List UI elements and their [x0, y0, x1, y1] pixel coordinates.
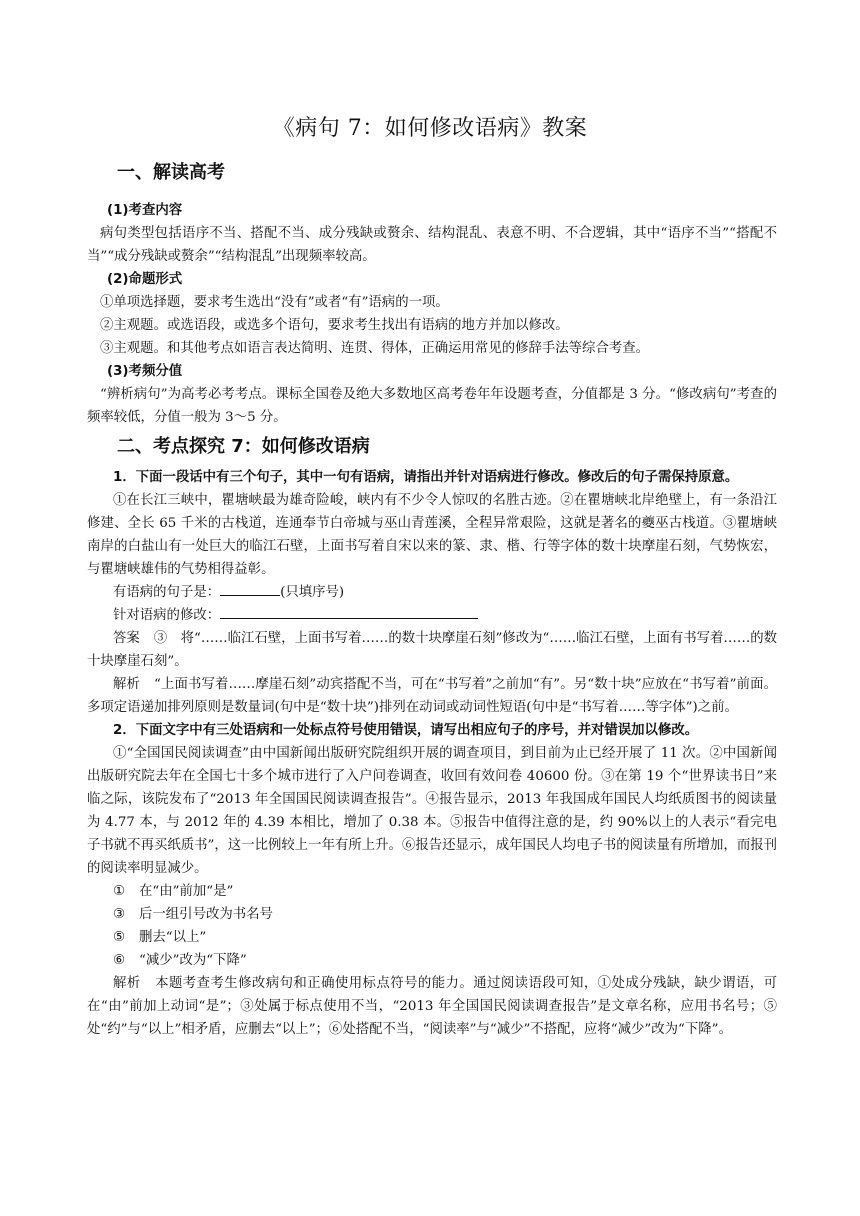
fill-label: 针对语病的修改： — [113, 608, 221, 623]
answer-text: ③ 将“……临江石壁，上面书写着……的数十块摩崖石刻”修改为“……临江石壁，上面有书写着……的数十块摩崖石刻”。 — [87, 631, 777, 669]
answer-number: ⑤ — [113, 930, 126, 945]
fill-in-sentence-number — [87, 581, 777, 604]
subheading-exam-content: (1)考查内容 — [107, 203, 183, 218]
answer-item — [87, 880, 777, 903]
paragraph-exam-content: 病句类型包括语序不当、搭配不当、成分残缺或赘余、结构混乱、表意不明、不合逻辑，其中“语序不当”“搭配不当”“成分残缺或赘余”“结构混乱”出现频率较高。 — [87, 226, 777, 264]
answer-blank — [220, 604, 478, 619]
question-1-analysis — [87, 673, 777, 719]
section-1-body — [87, 199, 777, 429]
analysis-label: 解析 — [113, 976, 141, 991]
question-1-passage: ①在长江三峡中，瞿塘峡最为雄奇险峻，峡内有不少令人惊叹的名胜古迹。②在瞿塘峡北岸绝壁上，有一条沿江修建、全长 65 千米的古栈道，连通奉节白帝城与巫山青莲溪，全程异常艰险，这就是著名的夔巫古栈道。③瞿塘峡南岸的白盐山有一处巨大的临江石壁，上面书写着自宋以来的篆、隶、楷、行等字体的数十块摩崖石刻，气势恢宏，与瞿塘峡雄伟的气势相得益彰。 — [87, 493, 777, 577]
fill-label: 有语病的句子是： — [113, 585, 221, 600]
answer-number: ① — [113, 884, 126, 899]
answer-text: “减少”改为“下降” — [139, 953, 247, 968]
paragraph-frequency-score: “辨析病句”为高考必考考点。课标全国卷及绝大多数地区高考卷年年设题考查，分值都是 3 分。“修改病句”考查的频率较低，分值一般为 3～5 分。 — [87, 387, 777, 425]
analysis-label: 解析 — [113, 677, 141, 692]
question-1-prompt: 1．下面一段话中有三个句子，其中一句有语病，请指出并针对语病进行修改。修改后的句子需保持原意。 — [113, 470, 739, 485]
analysis-text: “上面书写着……摩崖石刻”动宾搭配不当，可在“书写着”之前加“有”。另“数十块”应放在“书写着”前面。多项定语递加排列原则是数量词(句中是“数十块”)排列在动词或动词性短语(句中是“书写着……等字体”)之前。 — [87, 677, 777, 715]
fill-note: (只填序号) — [280, 585, 345, 600]
answer-item — [87, 949, 777, 972]
analysis-text: 本题考查考生修改病句和正确使用标点符号的能力。通过阅读语段可知，①处成分残缺，缺少谓语，可在“由”前加上动词“是”；③处属于标点使用不当，“2013 年全国国民阅读调查报告”是文章名称，应用书名号；⑤处“约”与“以上”相矛盾，应删去“以上”；⑥处搭配不当，“阅读率”与“减少”不搭配，应将“减少”改为“下降”。 — [87, 976, 778, 1037]
answer-item — [87, 903, 777, 926]
answer-item — [87, 926, 777, 949]
answer-text: 后一组引号改为书名号 — [139, 907, 273, 922]
answer-blank — [220, 581, 280, 596]
question-2-analysis — [87, 972, 777, 1041]
question-2-passage: ①“全国国民阅读调查”由中国新闻出版研究院组织开展的调查项目，到目前为止已经开展了 11 次。②中国新闻出版研究院去年在全国七十多个城市进行了入户问卷调查，收回有效问卷 40600 份。③在第 19 个“世界读书日”来临之际，该院发布了“2013 年全国国民阅读调查报告”。④报告显示，2013 年我国成年国民人均纸质图书的阅读量为 4.77 本，与 2012 年的 4.39 本相比，增加了 0.38 本。⑤报告中值得注意的是，约 90%以上的人表示“看完电子书就不再买纸质书”，这一比例较上一年有所上升。⑥报告还显示，成年国民人均电子书的阅读量有所增加，而报刊的阅读率明显减少。 — [87, 746, 777, 876]
section-heading-2: 二、考点探究 7：如何修改语病 — [117, 436, 370, 457]
subheading-frequency-score: (3)考频分值 — [107, 364, 183, 379]
question-2-prompt: 2．下面文字中有三处语病和一处标点符号使用错误，请写出相应句子的序号，并对错误加以修改。 — [113, 723, 699, 738]
answer-number: ③ — [113, 907, 126, 922]
section-heading-1: 一、解读高考 — [117, 162, 225, 183]
fill-in-revision — [87, 604, 777, 627]
document-title: 《病句 7：如何修改语病》教案 — [272, 116, 588, 141]
subheading-question-form: (2)命题形式 — [107, 272, 183, 287]
question-1-answer — [87, 627, 777, 673]
list-item: ②主观题。或选语段，或选多个语句，要求考生找出有语病的地方并加以修改。 — [100, 318, 569, 333]
answer-text: 在“由”前加“是” — [139, 884, 234, 899]
section-2-body — [87, 466, 777, 1041]
answer-label: 答案 — [113, 631, 140, 646]
list-item: ①单项选择题，要求考生选出“没有”或者“有”语病的一项。 — [100, 295, 449, 310]
list-item: ③主观题。和其他考点如语言表达简明、连贯、得体，正确运用常见的修辞手法等综合考查。 — [100, 341, 650, 356]
answer-number: ⑥ — [113, 953, 126, 968]
answer-text: 删去“以上” — [139, 930, 207, 945]
